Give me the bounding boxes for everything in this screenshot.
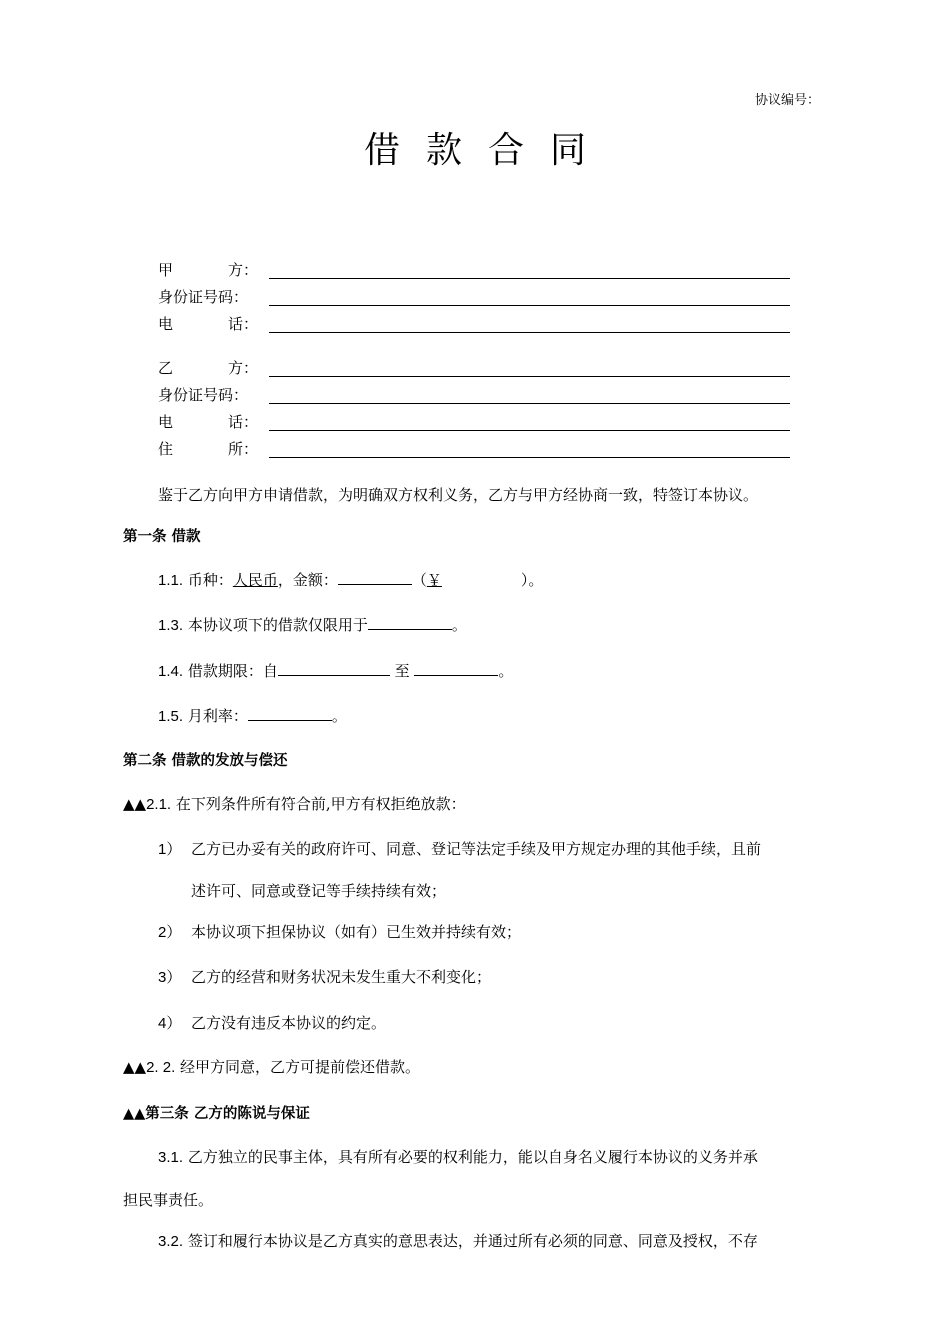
- party-b-id-field[interactable]: [269, 402, 790, 404]
- clause-1-3: 1.3. 本协议项下的借款仅限用于 。: [158, 616, 467, 634]
- clause-2-2: ▲▲2. 2. 经甲方同意，乙方可提前偿还借款。: [123, 1058, 421, 1076]
- party-a-name-label: 甲 方：: [158, 261, 258, 279]
- clause-3-1: 3.1. 乙方独立的民事主体，具有所有必要的权利能力，能以自身名义履行本协议的义务并承: [158, 1148, 758, 1166]
- list-item: 2） 本协议项下担保协议（如有）已生效并持续有效；: [158, 923, 522, 941]
- party-b-address-field[interactable]: [269, 456, 790, 458]
- party-b-id-label: 身份证号码：: [158, 386, 249, 404]
- party-b-name-label: 乙 方：: [158, 359, 258, 377]
- loan-start-date-field[interactable]: [278, 661, 390, 676]
- loan-purpose-field[interactable]: [368, 615, 452, 630]
- clause-3-1-continuation: 担民事责任。: [123, 1191, 214, 1209]
- clause-1-5: 1.5. 月利率： 。: [158, 707, 347, 725]
- party-b-phone-field[interactable]: [269, 429, 790, 431]
- clause-1-1: 1.1. 币种：人民币，金额： （￥ ）。: [158, 571, 544, 589]
- article-3-heading: ▲▲第三条 乙方的陈说与保证: [123, 1106, 310, 1122]
- party-a-id-label: 身份证号码：: [158, 288, 249, 306]
- party-b-name-row: [158, 356, 790, 378]
- party-b-address-label: 住 所：: [158, 440, 258, 458]
- clause-1-4: 1.4. 借款期限：自 至 。: [158, 662, 514, 680]
- loan-end-date-field[interactable]: [414, 661, 498, 676]
- page-title: 借款合同: [363, 130, 612, 171]
- party-b-name-field[interactable]: [269, 375, 790, 377]
- party-a-phone-row: [158, 312, 790, 334]
- party-a-name-row: [158, 258, 790, 280]
- preamble-text: 鉴于乙方向甲方申请借款，为明确双方权利义务，乙方与甲方经协商一致，特签订本协议。: [158, 486, 759, 504]
- agreement-number-label: 协议编号：: [754, 93, 820, 108]
- monthly-rate-field[interactable]: [248, 706, 332, 721]
- clause-3-2: 3.2. 签订和履行本协议是乙方真实的意思表达，并通过所有必须的同意、同意及授权，不存: [158, 1232, 758, 1250]
- article-2-heading: 第二条 借款的发放与偿还: [123, 753, 288, 769]
- list-item: 4） 乙方没有违反本协议的约定。: [158, 1014, 387, 1032]
- party-a-name-field[interactable]: [269, 277, 790, 279]
- party-b-id-row: [158, 383, 790, 405]
- amount-yen-field[interactable]: ￥: [426, 571, 442, 589]
- party-a-phone-label: 电 话：: [158, 315, 258, 333]
- list-item: 1） 乙方已办妥有关的政府许可、同意、登记等法定手续及甲方规定办理的其他手续，且前: [158, 840, 762, 858]
- party-a-id-field[interactable]: [269, 304, 790, 306]
- clause-2-1: ▲▲2.1. 在下列条件所有符合前,甲方有权拒绝放款：: [123, 795, 466, 813]
- list-item-continuation: 述许可、同意或登记等手续持续有效；: [191, 882, 447, 900]
- list-item: 3） 乙方的经营和财务状况未发生重大不利变化；: [158, 968, 492, 986]
- article-1-heading: 第一条 借款: [123, 529, 201, 545]
- party-b-address-row: [158, 437, 790, 459]
- party-a-id-row: [158, 285, 790, 307]
- party-b-phone-label: 电 话：: [158, 413, 258, 431]
- party-a-phone-field[interactable]: [269, 331, 790, 333]
- party-b-phone-row: [158, 410, 790, 432]
- currency-value: 人民币: [232, 571, 278, 589]
- amount-field[interactable]: [338, 570, 412, 585]
